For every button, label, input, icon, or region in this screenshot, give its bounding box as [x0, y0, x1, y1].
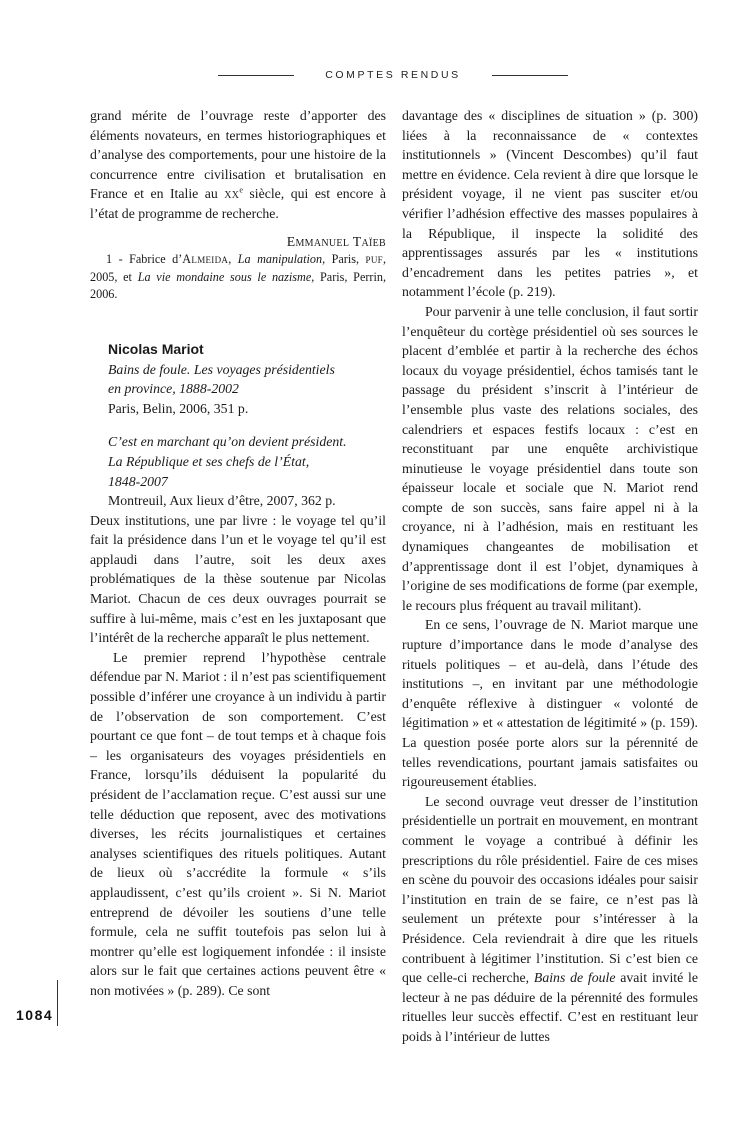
book-1-title-line-1: Bains de foule. Les voyages présidentiels: [108, 361, 335, 377]
footnote-prefix: 1 - Fabrice d’: [106, 252, 183, 267]
left-column: [90, 106, 386, 1001]
inline-book-title: Bains de foule: [533, 970, 616, 986]
footnote-title-2: La vie mondaine sous le nazisme: [137, 269, 312, 284]
book-entry-2: [108, 432, 386, 510]
body-paragraph: En ce sens, l’ouvrage de N. Mariot marque une rupture d’importance dans le mode d’analyse des rituels politiques – et au-delà, dans l’étude des institutions –, en invitant par une méthodologie d’enquête réflexive à distinguer « volonté de légitimation » et « attestation de légitimité » (p. 159). La question posée porte alors sur la pérennité de telles revendications, pourtant jamais satisfaites ou rigoureusement établies.: [402, 617, 698, 790]
body-paragraph: Le premier reprend l’hypothèse centrale défendue par N. Mariot : il n’est pas scientifiquement possible d’inférer une croyance à un individu à partir de l’observation de son comportement. C’est pourtant ce que font – de tout temps et à chaque fois – les organisateurs des voyages présidentiels en France, lorsqu’ils déduisent la popularité du président de l’acclamation reçue. C’est aussi sur une telle déduction que reposent, avec des motivations diverses, les récits journalistiques et certaines analyses scientifiques des rituels politiques. Autant de lieux où s’accrédite la formule « s’ils applaudissent, c’est qu’ils croient ». Si N. Mariot entreprend de dévoiler les soutiens d’une telle formule, cela ne suffit toutefois pas selon lui à montrer qu’elle est logiquement infondée : il insiste alors sur le fait que certaines actions peuvent être « non motivées » (p. 289). Ce sont: [90, 649, 386, 998]
book-2-title-line-3: 1848-2007: [108, 473, 168, 489]
signature-name: Emmanuel Taïeb: [286, 233, 386, 249]
review-signature: [90, 232, 386, 252]
paragraph-text-end: avait invité le lecteur à ne pas déduire de la pérennité des formules rituelles leur succès effectif. C’est en restituant leur poids à l’intérieur de luttes: [402, 970, 698, 1044]
header-rule-right: [492, 75, 568, 76]
book-2-title-line-2: La République et ses chefs de l’État,: [108, 453, 310, 469]
body-paragraph: Pour parvenir à une telle conclusion, il faut sortir l’enquêteur du cortège présidentiel où ses sources le placent d’emblée et partir à la recherche des échos locaux du voyage présidentiel, échos tamisés tant le passage du président s’inscrit à l’intérieur de l’ensemble plus vaste des relations sociales, des calendriers et espaces festifs locaux : c’est en reconstituant par une enquête archivistique minutieuse le voyage présidentiel dans toute son épaisseur locale et sociale que N. Mariot rend compte de son succès, sans faire appel ni à la croyance, ni à l’adhésion, mais en restituant les dynamiques changeantes de mobilisation et d’apprentissage dont il est l’objet, dynamiques à l’origine de ses modifications de forme (par exemple, le recours plus fréquent au travail militant).: [402, 303, 698, 613]
right-column: [402, 106, 698, 1047]
running-title: COMPTES RENDUS: [325, 69, 461, 81]
century-numeral: xx: [224, 186, 240, 202]
footnote-pub-1-post: , 2005, et: [90, 252, 386, 284]
book-1-publication: Paris, Belin, 2006, 351 p.: [108, 400, 249, 416]
body-paragraph: davantage des « disciplines de situation » (p. 300) liées à la reconnaissance de « contextes institutionnels » (Vincent Descombes) qu’il faut mettre en évidence. Cela revient à dire que lorsque le président voyage, il ne vient pas susciter et/ou vérifier l’adhésion effective des masses populaires à la République, il inspecte la solidité des apprentissages assurés par les « institutions d’encadrement dans les petites patries », et notamment l’école (p. 219).: [402, 108, 698, 300]
book-1-title-line-2: en province, 1888-2002: [108, 381, 239, 397]
book-entry-1: [108, 360, 386, 419]
footnote-pub-2: , Paris, Perrin, 2006.: [90, 269, 386, 302]
continuation-end-text: siècle, qui est encore à l’état de programme de recherche.: [90, 186, 386, 221]
page-number-rule: [57, 980, 58, 1026]
footnote-publisher-1: puf: [365, 252, 383, 267]
running-header: [218, 67, 568, 83]
footnote-pub-1-pre: , Paris,: [322, 252, 366, 267]
footnote-title-1: La manipulation: [237, 252, 323, 267]
page-number: 1084: [16, 1007, 54, 1023]
body-paragraph: [402, 792, 698, 1047]
body-paragraph: Deux institutions, une par livre : le voyage tel qu’il fait la présidence dans l’un et le voyage tel qu’il est applaudi dans l’autre, soit les deux axes problématiques de la thèse soutenue par Nicolas Mariot. Chacun de ces deux ouvrages pourrait se suffire à lui-même, mais c’est en les juxtaposant que l’intérêt de la recherche apparaît le plus nettement.: [90, 512, 386, 646]
footnote-author: Almeida: [182, 252, 229, 267]
header-rule-left: [218, 75, 294, 76]
book-2-publication: Montreuil, Aux lieux d’être, 2007, 362 p.: [108, 493, 336, 509]
continuation-text: grand mérite de l’ouvrage reste d’apporter des éléments novateurs, en termes historiographiques et d’analyse des comportements, pour une histoire de la concurrence entre civilisation et brutalisation en France et en Italie au: [90, 108, 386, 202]
review-author: Nicolas Mariot: [108, 340, 204, 357]
paragraph-text: Le second ouvrage veut dresser de l’institution présidentielle un portrait en mouvement, en montrant comment le voyage a contribué à définir les prescriptions du rôle présidentiel. Faire de ces mises en scène du pouvoir des occasions idéales pour saisir l’institution en train de se faire, ce n’est pas là seulement un prétexte pour s’intéresser à la Présidence. Cela reviendrait à dire que les rituels contribuent à légitimer l’institution. Si c’est bien ce que celle-ci recherche,: [402, 793, 698, 986]
book-2-title-line-1: C’est en marchant qu’on devient président.: [108, 434, 347, 450]
review-heading-block: [90, 340, 386, 511]
footnote: 1 - Fabrice d’Almeida, La manipulation, Paris, puf, 2005, et La vie mondaine sous le nazisme, Paris, Perrin, 2006.: [90, 252, 386, 302]
continuation-paragraph: [90, 106, 386, 224]
century-superscript: e: [239, 185, 243, 195]
